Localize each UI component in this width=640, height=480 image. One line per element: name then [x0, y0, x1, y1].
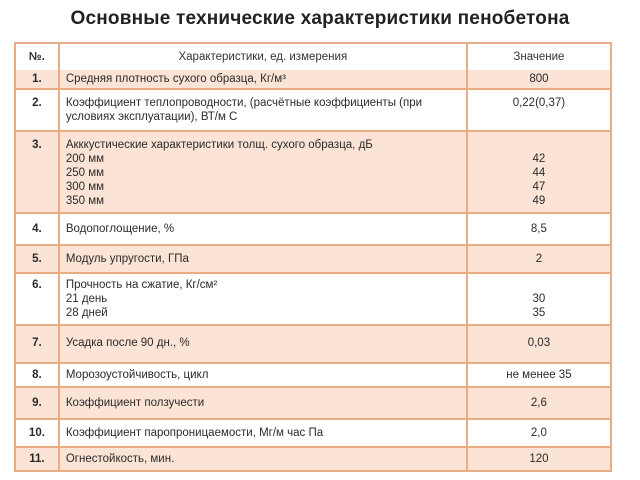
value-line: 30 [532, 293, 546, 305]
header-characteristic: Характеристики, ед. измерения [60, 44, 468, 70]
value-line: 0,03 [527, 337, 551, 349]
row-number: 6. [16, 274, 60, 326]
row-number: 8. [16, 364, 60, 388]
row-value [468, 90, 610, 132]
characteristic-line: 350 мм [65, 195, 105, 207]
page-title: Основные технические характеристики пенобетона [70, 8, 570, 29]
header-value: Значение [513, 51, 565, 63]
row-value [468, 364, 610, 388]
row-number: 5. [16, 246, 60, 274]
characteristic-line: 28 дней [65, 307, 108, 319]
value-line: 0,22(0,37) [512, 97, 566, 109]
row-characteristic [60, 448, 468, 470]
table-header-row [16, 44, 610, 70]
value-line: 120 [529, 453, 549, 465]
characteristic-line: Коэффициент теплопроводности, (расчётные коэффициенты (при [65, 97, 423, 109]
row-value [468, 274, 610, 326]
value-line: 2,6 [530, 397, 547, 409]
row-value [468, 246, 610, 274]
characteristic-line: Прочность на сжатие, Кг/см² [65, 279, 218, 291]
value-line: 42 [532, 153, 546, 165]
characteristic-line: Средняя плотность сухого образца, Кг/м³ [65, 73, 286, 85]
row-characteristic [60, 132, 468, 214]
value-line: 8,5 [530, 223, 547, 235]
table-row [16, 214, 610, 246]
row-value [468, 214, 610, 246]
value-line: 35 [532, 307, 546, 319]
table-row [16, 420, 610, 448]
characteristic-line: условиях эксплуатации), ВТ/м С [65, 111, 238, 123]
row-number: 11. [16, 448, 60, 470]
row-characteristic [60, 420, 468, 448]
row-number: 2. [16, 90, 60, 132]
table-row [16, 90, 610, 132]
row-characteristic [60, 90, 468, 132]
row-characteristic [60, 326, 468, 364]
row-value [468, 448, 610, 470]
characteristic-line: 21 день [65, 293, 108, 305]
table-row [16, 246, 610, 274]
value-line: 44 [532, 167, 546, 179]
characteristic-line: Водопоглощение, % [65, 223, 175, 235]
row-value [468, 326, 610, 364]
characteristic-line: Усадка после 90 дн., % [65, 337, 190, 349]
row-number: 4. [16, 214, 60, 246]
table-row [16, 132, 610, 214]
characteristic-line: 200 мм [65, 153, 105, 165]
characteristic-line: Модуль упругости, ГПа [65, 253, 189, 265]
header-number: №. [16, 44, 60, 70]
row-value [468, 132, 610, 214]
table-row [16, 326, 610, 364]
value-line: 800 [529, 73, 549, 85]
specs-table [14, 42, 612, 472]
value-line: не менее 35 [506, 369, 572, 381]
characteristic-line: 250 мм [65, 167, 105, 179]
row-characteristic [60, 70, 468, 90]
value-line: 2,0 [530, 427, 547, 439]
row-number: 9. [16, 388, 60, 420]
value-line: 2 [535, 253, 543, 265]
characteristic-line: Огнестойкость, мин. [65, 453, 175, 465]
row-characteristic [60, 274, 468, 326]
table-row [16, 274, 610, 326]
row-characteristic [60, 214, 468, 246]
row-characteristic [60, 364, 468, 388]
characteristic-line: Коэффициент ползучести [65, 397, 205, 409]
characteristic-line: Коэффициент паропроницаемости, Мг/м час Па [65, 427, 324, 439]
value-line: 49 [532, 195, 546, 207]
row-number: 1. [16, 70, 60, 90]
row-value [468, 420, 610, 448]
table-row [16, 70, 610, 90]
characteristic-line: 300 мм [65, 181, 105, 193]
value-line: 47 [532, 181, 546, 193]
row-number: 7. [16, 326, 60, 364]
row-characteristic [60, 246, 468, 274]
row-characteristic [60, 388, 468, 420]
characteristic-line: Морозоустойчивость, цикл [65, 369, 209, 381]
table-row [16, 388, 610, 420]
row-number: 3. [16, 132, 60, 214]
row-value [468, 388, 610, 420]
row-value [468, 70, 610, 90]
table-row [16, 364, 610, 388]
row-number: 10. [16, 420, 60, 448]
characteristic-line: Акккустические характеристики толщ. сухого образца, дБ [65, 139, 373, 151]
table-row [16, 448, 610, 470]
